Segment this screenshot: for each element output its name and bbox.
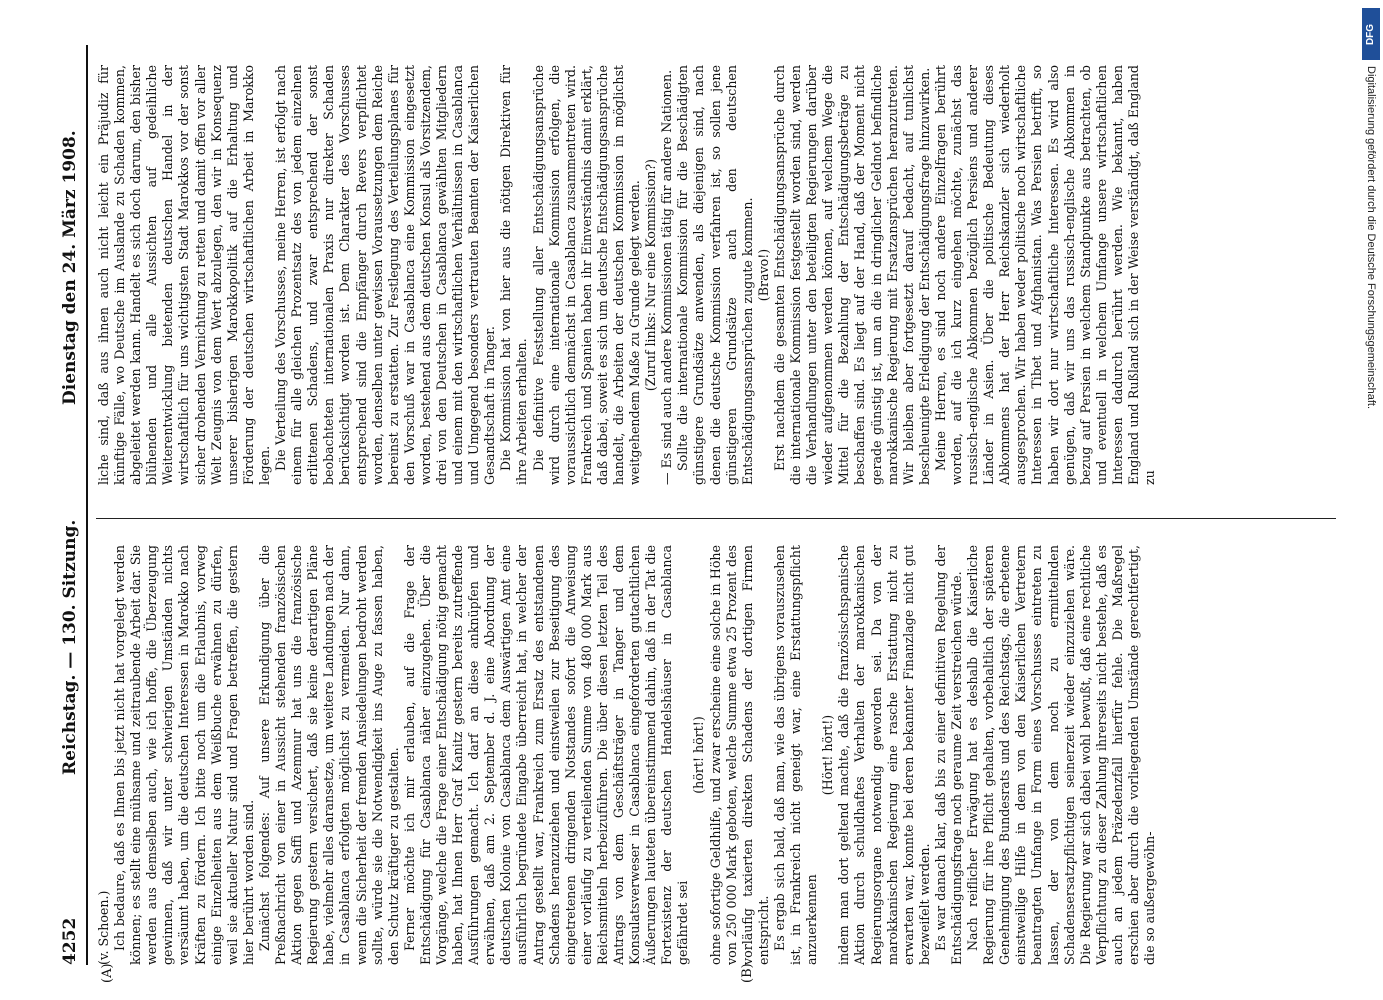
paragraph: liche sind, daß aus ihnen auch nicht leicht ein Präjudiz für künftige Fälle, wo Deutsche im Auslande zu Schaden kommen, abgeleitet werden kann. Handelt es sich doch darum, den bisher blühenden und alle Aussichten auf gedeihliche Weiterentwicklung bietenden deutschen Handel in der wirtschaftlich für uns wichtigsten Stadt Marokkos vor der sonst sicher drohenden Vernichtung zu retten und damit offen vor aller Welt Zeugnis von dem Wert abzulegen, den wir in Konsequenz unserer bisherigen Marokkopolitik auf die Erhaltung und Förderung der deutschen wirtschaftlichen Arbeit in Marokko legen. <box>96 65 272 485</box>
session-date: Dienstag den 24. März 1908. <box>60 130 80 405</box>
paragraph: Es war danach klar, daß bis zu einer definitiven Regelung der Entschädigungsfrage noch geraume Zeit verstreichen würde. <box>932 545 964 965</box>
speaker-label: (v. Schoen.) <box>96 890 111 965</box>
interjection: (Zuruf links: Nur eine Kommission?) <box>643 158 659 392</box>
paragraph: Nach reiflicher Erwägung hat es deshalb die Kaiserliche Regierung für ihre Pflicht gehalten, vorbehaltlich der späteren Genehmigung des Bundesrats und des Reichstags, die erbetene einstweilige Hilfe in dem von den Kaiserlichen Vertretern beantragten Umfange in Form eines Vorschusses eintreten zu lassen, der von dem noch zu ermittelnden Schadensersatzpflichtigen seinerzeit wieder einzuziehen wäre. Die Regierung war sich dabei wohl bewußt, daß eine rechtliche Verpflichtung zu dieser Zahlung ihrerseits nicht bestehe, daß es auch an jedem Präzedenzfall hierfür fehle. Die Maßregel erschien aber durch die vorliegenden Umstände gerechtfertigt, die so außergewöhn- <box>965 545 1158 965</box>
paragraph: Die Kommission hat von hier aus die nötigen Direktiven für ihre Arbeiten erhalten. <box>498 65 530 485</box>
right-column <box>96 65 1336 485</box>
paragraph: ohne sofortige Geldhilfe, und zwar erscheine eine solche in Höhe von 250 000 Mark geboten, welche Summe etwa 25 Prozent des vorläufig taxierten direkten Schadens der dortigen Firmen entspricht. <box>707 545 771 965</box>
paragraph: Die definitive Feststellung aller Entschädigungsansprüche wird durch eine internationale Kommission erfolgen, die voraussichtlich demnächst in Casablanca zusammentreten wird. Frankreich und Spanien haben ihr Einverständnis damit erklärt, daß dabei, soweit es sich um deutsche Entschädigungsansprüche handelt, die Arbeiten der deutschen Kommission in möglichst weitgehendem Maße zu Grunde gelegt werden. <box>530 65 643 485</box>
page-number: 4252 <box>60 917 80 965</box>
page-header <box>58 45 88 965</box>
paragraph: Erst nachdem die gesamten Entschädigungsansprüche durch die internationale Kommission festgestellt worden sind, werden die Verhandlungen unter den beteiligten Regierungen darüber wieder aufgenommen werden können, auf welchem Wege die Mittel für die Bezahlung der Entschädigungsbeträge zu beschaffen sind. Es liegt auf der Hand, daß der Moment nicht gerade günstig ist, um an die in dringlicher Geldnot befindliche marokkanische Regierung mit Ersatzansprüchen heranzutreten. Wir bleiben aber fortgesetzt darauf bedacht, auf tunlichst beschleunigte Erledigung der Entschädigungsfrage hinzuwirken. <box>771 65 932 485</box>
paragraph: Zunächst folgendes: Auf unsere Erkundigung über die Preßnachricht von einer in Aussicht stehenden französischen Aktion gegen Saffi und Azemmur hat uns die französische Regierung gestern versichert, daß sie keine derartigen Pläne habe, vielmehr alles daransetze, um weitere Landungen nach der in Casablanca erfolgten möglichst zu vermeiden. Nur dann, wenn die Sicherheit der fremden Ansiedelungen bedroht werden sollte, würde sie die Notwendigkeit ins Auge zu fassen haben, den Schutz kräftiger zu gestalten. <box>256 545 401 965</box>
interjection: (Hört! hört!) <box>820 714 836 796</box>
interjection: (Bravo!) <box>755 248 771 302</box>
paragraph: Meine Herren, es sind noch andere Einzelfragen berührt worden, auf die ich kurz eingehen möchte, zunächst das russisch-englische Abkommen bezüglich Persiens und anderer Länder in Asien. Über die politische Bedeutung dieses Abkommens hat der Herr Reichskanzler sich wiederholt ausgesprochen. Wir haben weder politische noch wirtschaftliche Interessen in Tibet und Afghanistan. Was Persien betrifft, so haben wir dort nur wirtschaftliche Interessen. Es wird also genügen, daß wir uns das russisch-englische Abkommen in bezug auf Persien in welchem Standpunkte aus betrachten, ob und eventuell in welchem Umfange unsere wirtschaftlichen Interessen dadurch berührt werden. Wie bekannt, haben England und Rußland sich in der Weise verständigt, daß England zu <box>932 65 1158 485</box>
digitization-note: Digitalisierung gefördert durch die Deutsche Forschungsgemeinschaft. <box>1365 66 1377 410</box>
interjection: (hört! hört!) <box>691 716 707 794</box>
paragraph: Sollte die internationale Kommission für die Beschädigten günstigere Grundsätze anwenden, als diejenigen sind, nach denen die deutsche Kommission verfahren ist, so sollen jene günstigeren Grundsätze auch den deutschen Entschädigungsansprüchen zugute kommen. <box>675 65 755 485</box>
margin-marker-a: (A) <box>100 963 115 983</box>
paragraph: Es ergab sich bald, daß man, wie das übrigens vorauszusehen ist, in Frankreich nicht geneigt war, eine Erstattungspflicht anzuerkennen <box>771 545 820 965</box>
dfg-logo: DFG <box>1362 8 1380 60</box>
left-column <box>96 545 1336 965</box>
margin-marker-b: (B) <box>740 963 755 983</box>
paragraph: indem man dort geltend machte, daß die französischspanische Aktion durch schuldhaftes Verhalten der marokkanischen Regierungsorgane notwendig geworden sei. Da von der marokkanischen Regierung eine rasche Erstattung nicht zu erwarten war, konnte bei deren bekannter Finanzlage nicht gut bezweifelt werden. <box>836 545 932 965</box>
paragraph: Ferner möchte ich mir erlauben, auf die Frage der Entschädigung für Casablanca näher einzugehen. Über die Vorgänge, welche die Frage einer Entschädigung nötig gemacht haben, hat Ihnen Herr Graf Kanitz gestern bereits zutreffende Ausführungen gemacht. Ich darf an diese anknüpfen und erwähnen, daß am 2. September d. J. eine Abordnung der deutschen Kolonie von Casablanca dem Auswärtigen Amt eine ausführlich begründete Eingabe überreicht hat, in welcher der Antrag gestellt war, Frankreich zum Ersatz des entstandenen Schadens heranzuziehen und einstweilen zur Beseitigung des eingetretenen dringenden Notstandes sofort die Anweisung einer vorläufig zu verteilenden Summe von 480 000 Mark aus Reichsmitteln herbeizuführen. Die über diesen letzten Teil des Antrags von dem Geschäftsträger in Tanger und dem Konsulatsverweser in Casablanca eingeforderten gutachtlichen Äußerungen lauteten übereinstimmend dahin, daß in der Tat die Fortexistenz der deutschen Handelshäuser in Casablanca gefährdet sei <box>401 545 691 965</box>
column-divider <box>96 518 1336 519</box>
paragraph: — Es sind auch andere Kommissionen tätig für andere Nationen. <box>659 69 675 485</box>
paragraph: Die Verteilung des Vorschusses, meine Herren, ist erfolgt nach einem für alle gleichen Prozentsatz des von jedem einzelnen erlittenen Schadens, und zwar entsprechend der sonst beobachteten internationalen Praxis nur direkter Schaden berücksichtigt worden ist. Dem Charakter des Vorschusses entsprechend sind die Empfänger durch Revers verpflichtet worden, denselben unter gewissen Voraussetzungen dem Reiche bereinst zu erstatten. Zur Festlegung des Verteilungsplanes für den Vorschuß war in Casablanca eine Kommission eingesetzt worden, bestehend aus dem deutschen Konsul als Vorsitzendem, drei von den Deutschen in Casablanca gewählten Mitgliedern und einem mit den wirtschaftlichen Verhältnissen in Casablanca und Umgegend besonders vertrauten Beamten der Kaiserlichen Gesandtschaft in Tanger. <box>273 65 498 485</box>
session-title: Reichstag. — 130. Sitzung. <box>60 519 80 775</box>
paragraph: Ich bedaure, daß es Ihnen bis jetzt nicht hat vorgelegt werden können; es stellt eine mühsame und zeitraubende Arbeit dar. Sie werden aus demselben auch, wie ich hoffe, die Überzeugung gewinnen, daß wir unter schwierigen Umständen nichts versäumt haben, um die deutschen Interessen in Marokko nach Kräften zu fördern. Ich bitte noch um die Erlaubnis, vorweg einige Einzelheiten aus dem Weißbuche erwähnen zu dürfen, weil sie aktueller Natur sind und Fragen betreffen, die gestern hier berührt worden sind. <box>112 545 256 965</box>
document-page <box>50 25 1350 985</box>
